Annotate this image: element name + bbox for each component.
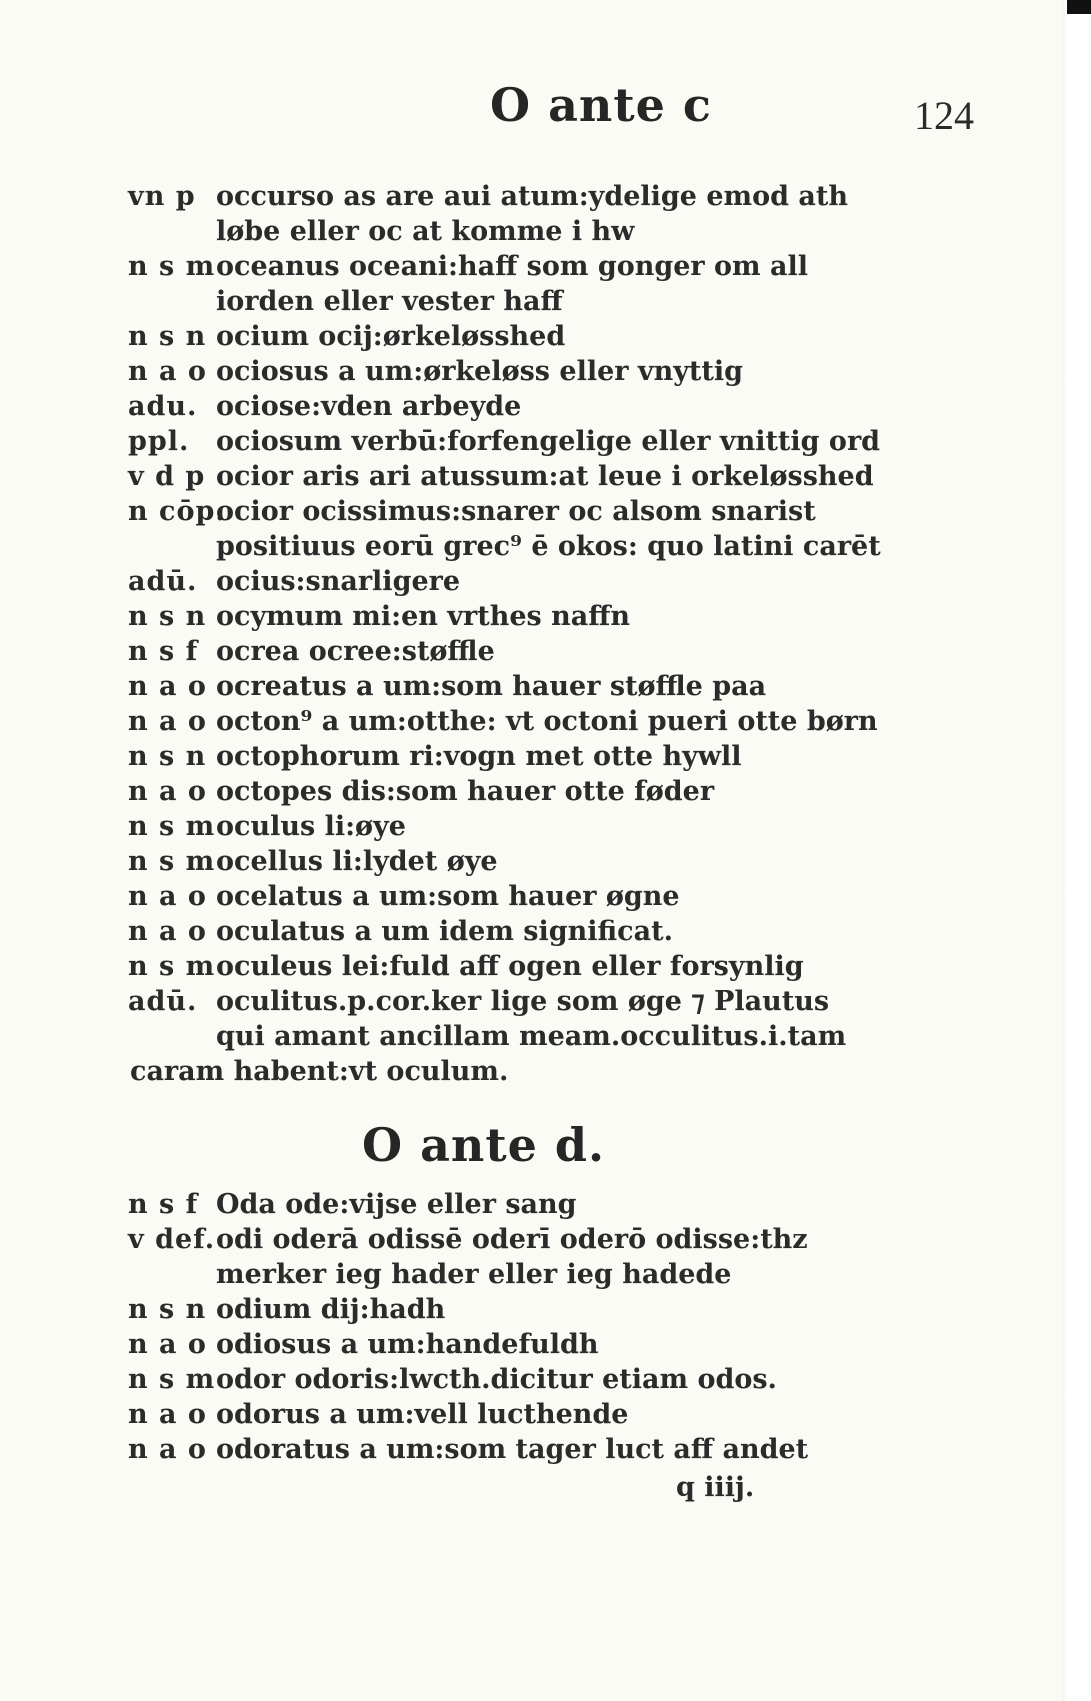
entry-text: odi oderā odissē oderī oderō odisse:thz	[216, 1224, 808, 1255]
entry	[0, 390, 1067, 424]
entry-text: ocium ocij:ørkeløsshed	[216, 321, 566, 352]
entry-text: octon⁹ a um:otthe: vt octoni pueri otte børn	[216, 706, 878, 737]
running-head	[0, 78, 1067, 148]
gram-label: n s m	[128, 951, 216, 982]
entry-text: oculeus lei:fuld aff ogen eller forsynlig	[216, 951, 804, 982]
gram-label: n a o	[128, 356, 207, 387]
entry-text: Oda ode:vijse eller sang	[216, 1189, 577, 1220]
entry	[0, 810, 1067, 844]
entry	[0, 1188, 1067, 1222]
entry	[0, 1223, 1067, 1257]
entry-text: merker ieg hader eller ieg hadede	[216, 1259, 732, 1290]
entry	[0, 985, 1067, 1019]
entry-continuation	[0, 530, 1067, 564]
entry	[0, 460, 1067, 494]
entry	[0, 180, 1067, 214]
entry	[0, 495, 1067, 529]
entry	[0, 355, 1067, 389]
entry-text: løbe eller oc at komme i hw	[216, 216, 635, 247]
gram-label: n a o	[128, 1329, 207, 1360]
entry	[0, 1433, 1067, 1467]
gram-label: v def.	[128, 1224, 216, 1255]
entry	[0, 740, 1067, 774]
entry-text: octophorum ri:vogn met otte hywll	[216, 741, 742, 772]
entry-text: odoratus a um:som tager luct aff andet	[216, 1434, 809, 1465]
entry-text: occurso as are aui atum:ydelige emod ath	[216, 181, 849, 212]
gram-label: n a o	[128, 706, 207, 737]
entry-text: octopes dis:som hauer otte føder	[216, 776, 715, 807]
entry	[0, 915, 1067, 949]
gram-label: n a o	[128, 916, 207, 947]
entry	[0, 320, 1067, 354]
gram-label: n cōp.	[128, 496, 226, 527]
entry	[0, 775, 1067, 809]
entry	[0, 1363, 1067, 1397]
entry-continuation	[0, 215, 1067, 249]
entry	[0, 600, 1067, 634]
entry-text: oculus li:øye	[216, 811, 406, 842]
entry-text: caram habent:vt oculum.	[130, 1056, 509, 1087]
entry-text: ocius:snarligere	[216, 566, 461, 597]
signature-mark: q iiij.	[676, 1472, 755, 1503]
entry	[0, 425, 1067, 459]
gram-label: n s m	[128, 811, 216, 842]
entry	[0, 950, 1067, 984]
gram-label: adu.	[128, 391, 198, 422]
gram-label: n s m	[128, 251, 216, 282]
page-number: 124	[914, 93, 974, 138]
entry-text: ociose:vden arbeyde	[216, 391, 522, 422]
gram-label: n s n	[128, 1294, 207, 1325]
entry-continuation	[0, 1020, 1067, 1054]
section-d-heading: O ante d.	[362, 1118, 606, 1172]
scan-edge-mark	[1067, 0, 1091, 14]
entry	[0, 250, 1067, 284]
entry-text: iorden eller vester haff	[216, 286, 563, 317]
entry-text: ociosum verbū:forfengelige eller vnittig ord	[216, 426, 881, 457]
gram-label: vn p	[128, 181, 196, 212]
entry-text: odorus a um:vell lucthende	[216, 1399, 629, 1430]
gram-label: adū.	[128, 566, 198, 597]
gram-label: n s f	[128, 1189, 199, 1220]
entry-text: ociosus a um:ørkeløss eller vnyttig	[216, 356, 743, 387]
gram-label: n a o	[128, 776, 207, 807]
entry	[0, 705, 1067, 739]
entry-continuation	[0, 285, 1067, 319]
entry-text: oceanus oceani:haff som gonger om all	[216, 251, 809, 282]
section-heading: O ante c	[490, 78, 712, 132]
entry-text: oculitus.p.cor.ker lige som øge ⁊ Plautus	[216, 986, 830, 1017]
gram-label: n s n	[128, 321, 207, 352]
entry-continuation	[0, 1258, 1067, 1292]
entry	[0, 1398, 1067, 1432]
entry	[0, 880, 1067, 914]
gram-label: n a o	[128, 1399, 207, 1430]
entry-text: odor odoris:lwcth.dicitur etiam odos.	[216, 1364, 777, 1395]
entry-text: ocrea ocree:støffle	[216, 636, 495, 667]
entry	[0, 670, 1067, 704]
gram-label: n a o	[128, 881, 207, 912]
entry-text: oculatus a um idem significat.	[216, 916, 673, 947]
entry-text: ocelatus a um:som hauer øgne	[216, 881, 680, 912]
gram-label: n a o	[128, 671, 207, 702]
entry	[0, 1328, 1067, 1362]
gram-label: n a o	[128, 1434, 207, 1465]
entry-text: ocymum mi:en vrthes naffn	[216, 601, 631, 632]
entry	[0, 635, 1067, 669]
gram-label: n s m	[128, 846, 216, 877]
entry-continuation	[0, 1055, 1067, 1089]
entry	[0, 845, 1067, 879]
entry	[0, 565, 1067, 599]
gram-label: n s n	[128, 741, 207, 772]
entry-text: odiosus a um:handefuldh	[216, 1329, 599, 1360]
gram-label: v d p	[128, 461, 206, 492]
gram-label: adū.	[128, 986, 198, 1017]
gram-label: n s f	[128, 636, 199, 667]
entry-text: ocreatus a um:som hauer støffle paa	[216, 671, 767, 702]
entry-text: ocior aris ari atussum:at leue i orkeløsshed	[216, 461, 874, 492]
entry-text: qui amant ancillam meam.occulitus.i.tam	[216, 1021, 847, 1052]
entry-text: ocior ocissimus:snarer oc alsom snarist	[216, 496, 816, 527]
gram-label: n s n	[128, 601, 207, 632]
gram-label: ppl.	[128, 426, 190, 457]
entry-text: odium dij:hadh	[216, 1294, 446, 1325]
entry-text: ocellus li:lydet øye	[216, 846, 498, 877]
entry-text: positiuus eorū grec⁹ ē okos: quo latini carēt	[216, 531, 881, 562]
entry	[0, 1293, 1067, 1327]
gram-label: n s m	[128, 1364, 216, 1395]
